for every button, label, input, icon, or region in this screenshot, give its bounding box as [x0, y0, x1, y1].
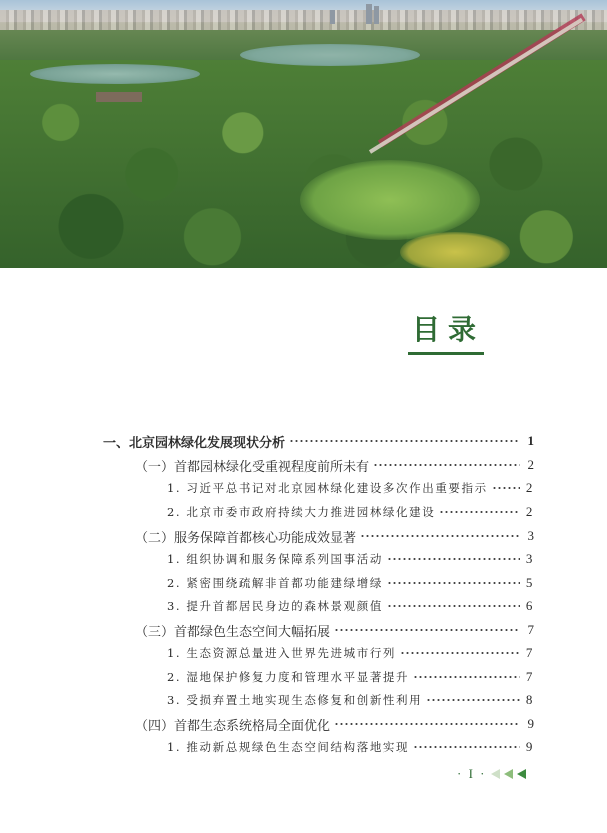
toc-entry-label: 1. 生态资源总量进入世界先进城市行列 — [167, 646, 397, 660]
toc-entry-page: 3 — [525, 551, 534, 566]
toc-entry-label: （一）首都园林绿化受重视程度前所未有 — [135, 459, 370, 475]
toc-leader-dots — [400, 648, 520, 658]
toc-leader-dots — [387, 554, 520, 564]
toc-entry[interactable] — [135, 527, 534, 545]
toc-entry-label: 2. 湿地保护修复力度和管理水平显著提升 — [167, 670, 410, 684]
toc-entry-label: （三）首都绿色生态空间大幅拓展 — [135, 624, 331, 640]
toc-entry-page: 2 — [525, 480, 534, 495]
toc-entry[interactable] — [135, 456, 534, 474]
page-footer — [457, 765, 537, 783]
toc-entry-label: 2. 紧密围绕疏解非首都功能建绿增绿 — [167, 576, 383, 590]
toc-entry-page: 9 — [527, 716, 534, 731]
toc-entry-label: 2. 北京市委市政府持续大力推进园林绿化建设 — [167, 505, 436, 519]
toc-entry-label: 1. 推动新总规绿色生态空间结构落地实现 — [167, 740, 410, 754]
toc-entry-page: 7 — [525, 669, 534, 684]
toc-entry-page: 7 — [525, 645, 534, 660]
toc-leader-dots — [387, 578, 520, 588]
toc-entry[interactable] — [167, 574, 534, 592]
toc-entry-label: 3. 提升首都居民身边的森林景观颜值 — [167, 599, 383, 613]
toc-entry-page: 5 — [525, 575, 534, 590]
toc-leader-dots — [413, 742, 520, 752]
toc-leader-dots — [492, 483, 520, 493]
toc-entry[interactable] — [167, 644, 534, 662]
toc-leader-dots — [334, 719, 520, 729]
toc-leader-dots — [289, 436, 520, 446]
toc-entry[interactable] — [167, 597, 534, 615]
toc-entry-page: 8 — [525, 692, 534, 707]
toc-entry[interactable] — [167, 550, 534, 568]
toc-leader-dots — [373, 460, 520, 470]
toc-entry[interactable] — [135, 621, 534, 639]
toc-leader-dots — [426, 695, 520, 705]
toc-entry[interactable] — [167, 668, 534, 686]
toc-entry[interactable] — [167, 479, 534, 497]
toc-entry-label: （二）服务保障首都核心功能成效显著 — [135, 530, 357, 546]
toc-entry-page: 7 — [527, 622, 534, 637]
toc-entry[interactable] — [167, 691, 534, 709]
toc-entry-page: 6 — [525, 598, 534, 613]
title-underline — [408, 352, 484, 355]
toc-leader-dots — [439, 507, 520, 517]
page-number: · I · — [457, 766, 487, 781]
toc-entry-page: 2 — [525, 504, 534, 519]
toc-entry-label: 3. 受损弃置土地实现生态修复和创新性利用 — [167, 693, 423, 707]
triangle-left-icon — [504, 769, 513, 779]
toc-entry-label: 一、北京园林绿化发展现状分析 — [103, 435, 286, 451]
toc-entry[interactable] — [103, 432, 534, 450]
toc-entry[interactable] — [167, 503, 534, 521]
triangle-left-icon — [491, 769, 500, 779]
toc-entry-label: 1. 习近平总书记对北京园林绿化建设多次作出重要指示 — [167, 481, 488, 495]
toc-leader-dots — [334, 625, 520, 635]
toc-entry-page: 2 — [527, 457, 534, 472]
toc-entry[interactable] — [135, 715, 534, 733]
toc-entry-page: 1 — [527, 433, 534, 448]
toc-leader-dots — [360, 531, 520, 541]
toc-leader-dots — [413, 672, 520, 682]
triangle-left-icon — [517, 769, 526, 779]
toc-entry[interactable] — [167, 738, 534, 756]
toc-entry-page: 9 — [525, 739, 534, 754]
park-aerial-photo — [0, 0, 607, 268]
page-title: 目录 — [411, 313, 484, 346]
toc-entry-label: 1. 组织协调和服务保障系列国事活动 — [167, 552, 383, 566]
toc-entry-page: 3 — [527, 528, 534, 543]
toc-leader-dots — [387, 601, 520, 611]
toc-entry-label: （四）首都生态系统格局全面优化 — [135, 718, 331, 734]
